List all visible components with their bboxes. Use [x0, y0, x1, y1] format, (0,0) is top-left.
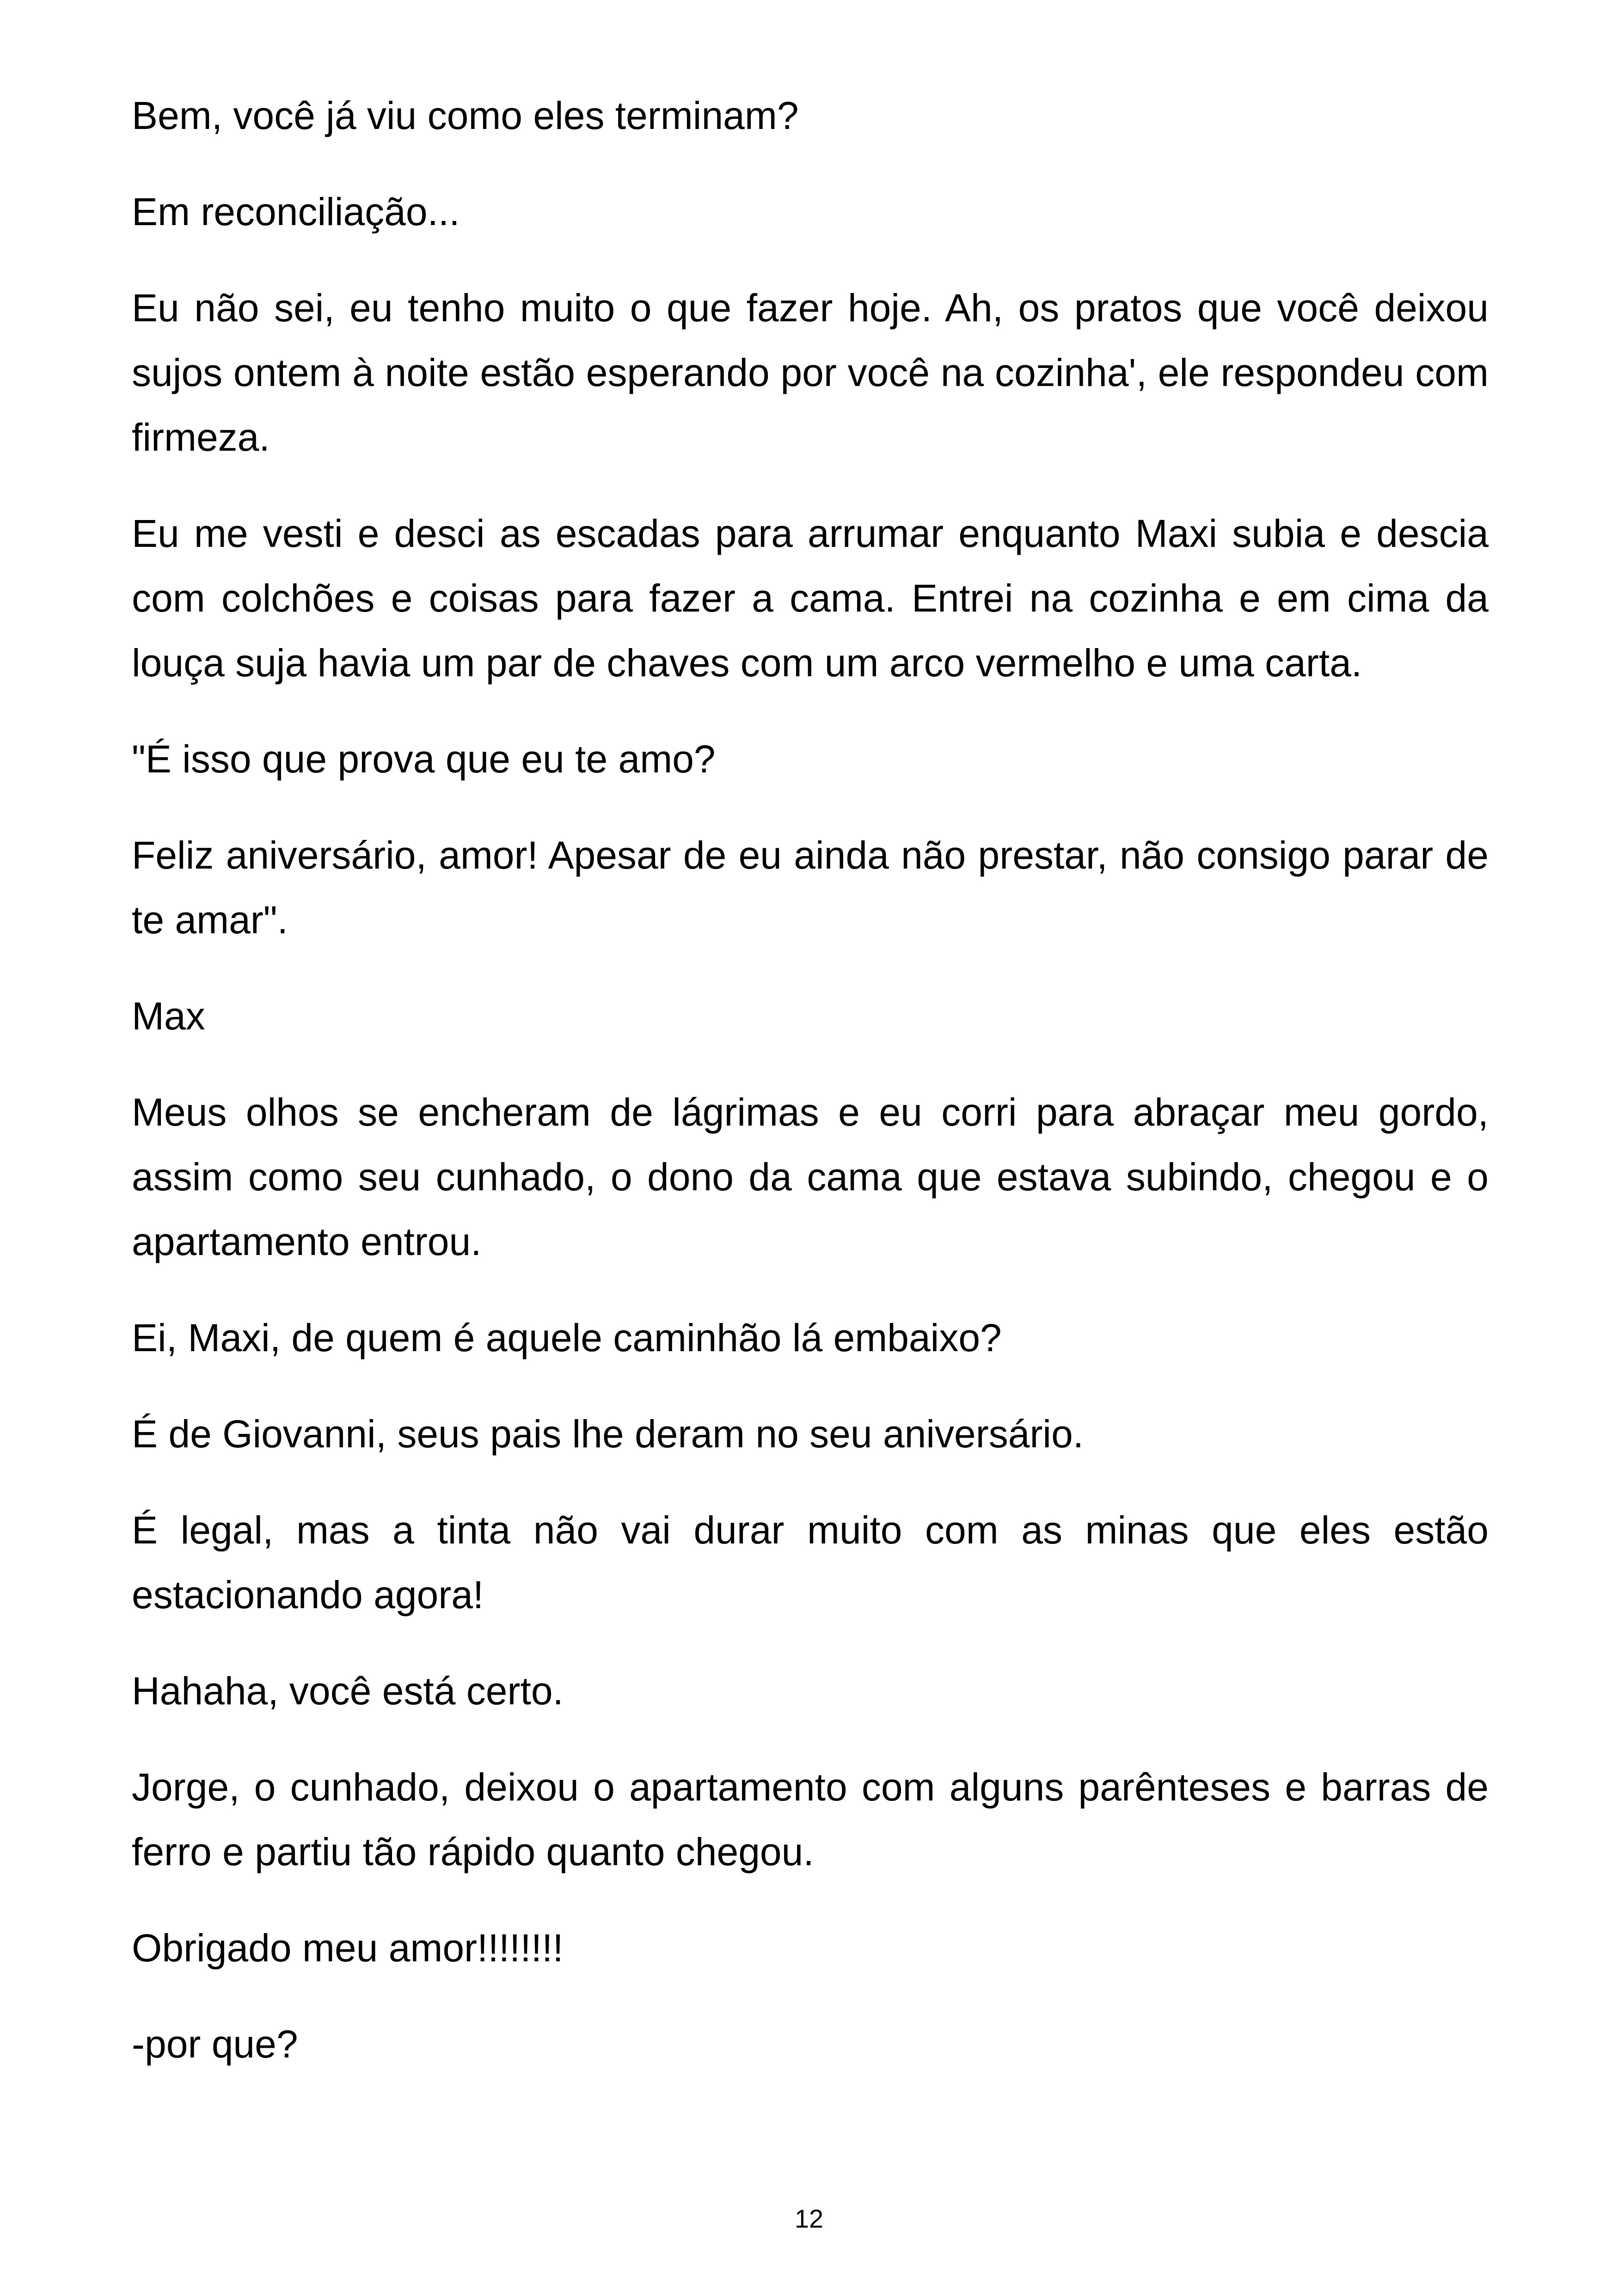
paragraph: Hahaha, você está certo.: [132, 1669, 564, 1713]
paragraph: Eu me vesti e desci as escadas para arrumar enquanto Maxi subia e descia com colchões e coisas para fazer a cama. Entrei na cozinha e em cima da louça suja havia um par de chaves com um arco vermelho e uma carta.: [132, 512, 1489, 685]
paragraph: É legal, mas a tinta não vai durar muito com as minas que eles estão estacionando agora!: [132, 1508, 1489, 1616]
paragraph: Em reconciliação...: [132, 190, 460, 233]
paragraph: "É isso que prova que eu te amo?: [132, 737, 716, 781]
document-page: [132, 83, 1489, 2108]
paragraph: É de Giovanni, seus pais lhe deram no seu aniversário.: [132, 1412, 1084, 1456]
paragraph: Jorge, o cunhado, deixou o apartamento com alguns parênteses e barras de ferro e partiu tão rápido quanto chegou.: [132, 1765, 1489, 1874]
page-number: 12: [794, 2204, 824, 2233]
paragraph: Meus olhos se encheram de lágrimas e eu corri para abraçar meu gordo, assim como seu cunhado, o dono da cama que estava subindo, chegou e o apartamento entrou.: [132, 1090, 1489, 1263]
signature-line: Max: [132, 994, 205, 1038]
paragraph: -por que?: [132, 2022, 298, 2066]
paragraph: Ei, Maxi, de quem é aquele caminhão lá embaixo?: [132, 1316, 1002, 1359]
paragraph: Eu não sei, eu tenho muito o que fazer hoje. Ah, os pratos que você deixou sujos ontem à noite estão esperando por você na cozinha', ele respondeu com firmeza.: [132, 286, 1489, 459]
paragraph: Obrigado meu amor!!!!!!!!: [132, 1926, 564, 1970]
paragraph: Feliz aniversário, amor! Apesar de eu ainda não prestar, não consigo parar de te amar".: [132, 833, 1489, 942]
paragraph: Bem, você já viu como eles terminam?: [132, 94, 799, 137]
